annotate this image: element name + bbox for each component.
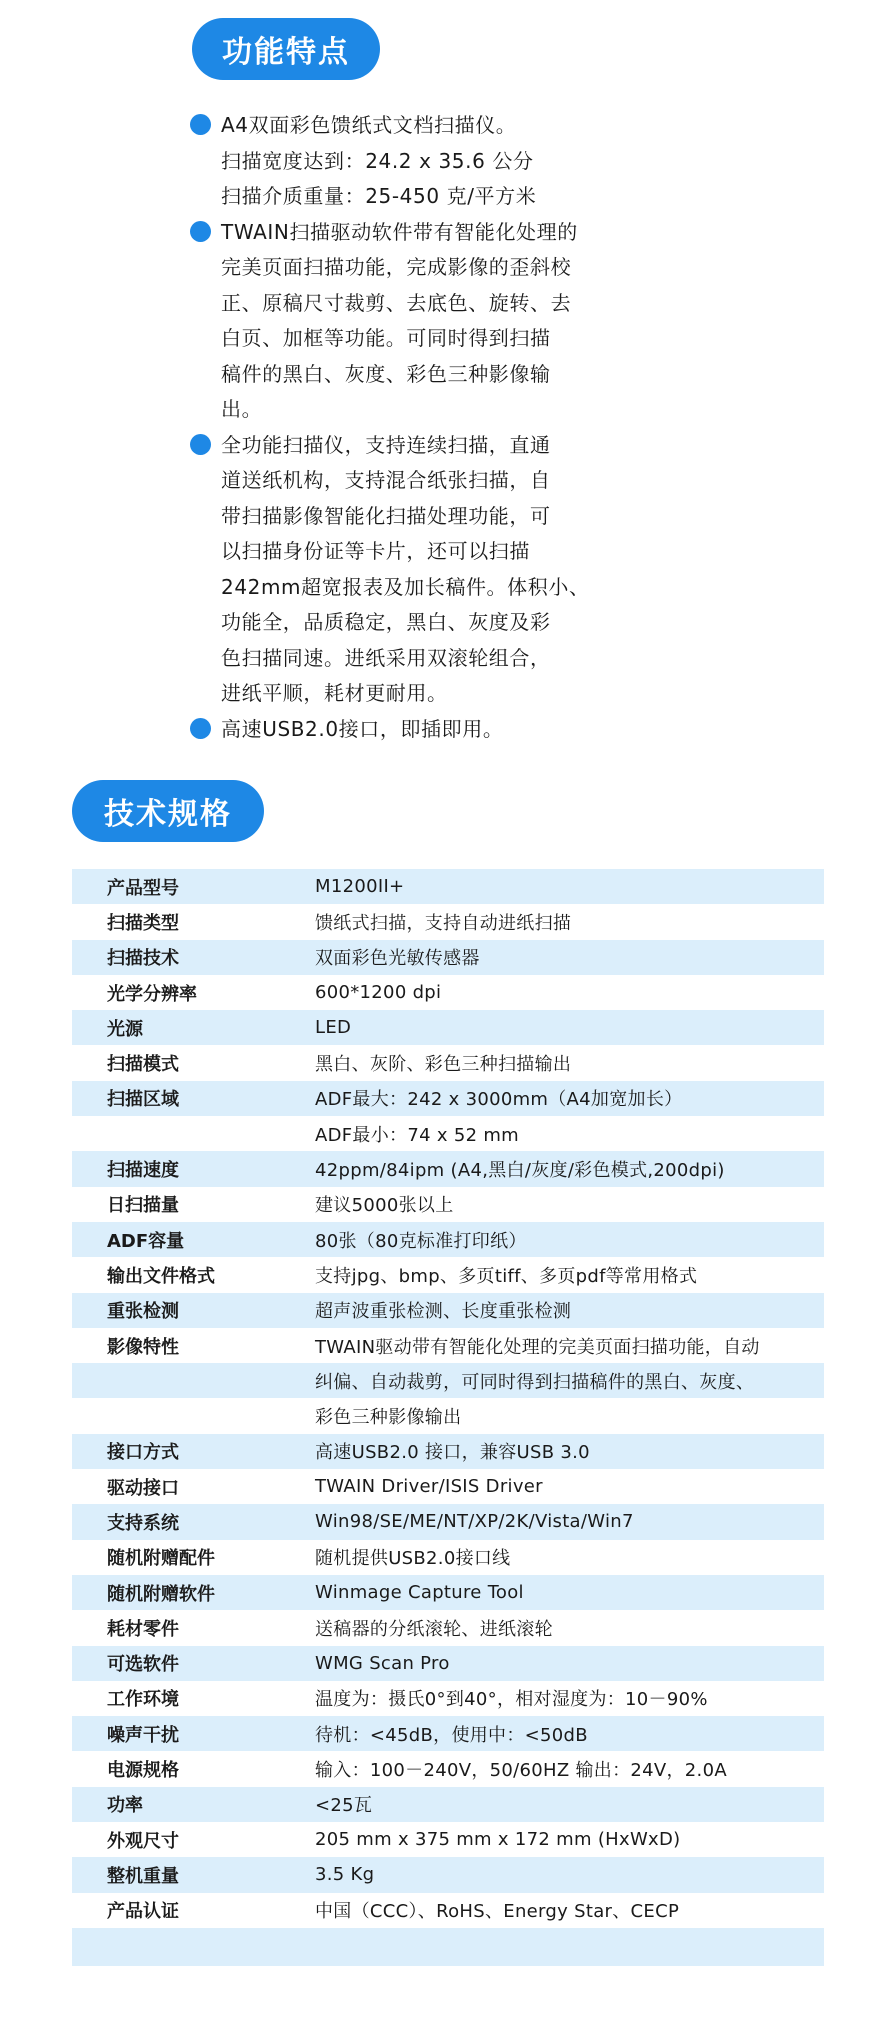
spec-row — [72, 1540, 824, 1575]
spec-label: ADF容量 — [72, 1222, 315, 1257]
bullet-dot-icon — [190, 434, 211, 455]
spec-label: 可选软件 — [72, 1646, 315, 1681]
feature-text-line: 稿件的黑白、灰度、彩色三种影像输 — [221, 361, 551, 386]
spec-row — [72, 1045, 824, 1080]
spec-value: 温度为：摄氏0°到40°，相对湿度为：10－90% — [315, 1689, 708, 1711]
feature-item — [190, 428, 630, 712]
feature-text-line: 242mm超宽报表及加长稿件。体积小、 — [221, 574, 590, 599]
feature-text-line: 扫描宽度达到：24.2 x 35.6 公分 — [221, 148, 534, 173]
spec-row — [72, 1222, 824, 1257]
spec-row-spacer — [72, 1928, 824, 1966]
spec-value: ADF最大：242 x 3000mm（A4加宽加长） — [315, 1081, 824, 1116]
spec-value: 600*1200 dpi — [315, 982, 442, 1004]
spec-label: 电源规格 — [107, 1760, 179, 1782]
feature-item — [190, 712, 630, 748]
bullet-dot-icon — [190, 114, 211, 135]
spec-value: LED — [315, 1010, 824, 1045]
feature-text-line: 白页、加框等功能。可同时得到扫描 — [221, 326, 551, 350]
spec-row — [72, 1681, 824, 1716]
spec-row — [72, 1610, 824, 1645]
spec-row — [72, 1751, 824, 1786]
spec-label: 扫描速度 — [72, 1151, 315, 1186]
spec-row — [72, 1469, 824, 1504]
spec-label: 扫描技术 — [72, 940, 315, 975]
spec-label: 噪声干扰 — [72, 1716, 315, 1751]
specs-heading-text: 技术规格 — [104, 798, 232, 831]
bullet-dot-icon — [190, 221, 211, 242]
spec-value: 馈纸式扫描，支持自动进纸扫描 — [315, 912, 572, 934]
spec-value: 42ppm/84ipm (A4,黑白/灰度/彩色模式,200dpi) — [315, 1151, 824, 1186]
spec-value: 纠偏、自动裁剪，可同时得到扫描稿件的黑白、灰度、 — [315, 1363, 824, 1398]
feature-text-line: 扫描介质重量：25-450 克/平方米 — [221, 184, 537, 208]
spec-label — [72, 1363, 315, 1398]
spec-row — [72, 1646, 824, 1681]
spec-row — [72, 1151, 824, 1186]
feature-text-line: A4双面彩色馈纸式文档扫描仪。 — [221, 113, 517, 137]
spec-label: 功率 — [72, 1787, 315, 1822]
spec-value: Winmage Capture Tool — [315, 1575, 824, 1610]
feature-text-line: 以扫描身份证等卡片，还可以扫描 — [221, 539, 530, 563]
spec-label: 支持系统 — [72, 1504, 315, 1539]
spec-label — [72, 1116, 315, 1151]
spec-value: 待机：<45dB，使用中：<50dB — [315, 1716, 824, 1751]
spec-value: 超声波重张检测、长度重张检测 — [315, 1293, 824, 1328]
spec-value: 黑白、灰阶、彩色三种扫描输出 — [315, 1054, 572, 1076]
spec-row — [72, 1787, 824, 1822]
feature-text-line: 全功能扫描仪，支持连续扫描，直通 — [221, 432, 551, 457]
spec-value: ADF最小：74 x 52 mm — [315, 1124, 520, 1146]
spec-label: 接口方式 — [72, 1434, 315, 1469]
feature-text-line: 带扫描影像智能化扫描处理功能，可 — [221, 503, 551, 528]
feature-text-line: TWAIN扫描驱动软件带有智能化处理的 — [221, 219, 578, 244]
feature-text-line: 色扫描同速。进纸采用双滚轮组合， — [221, 645, 551, 670]
spec-row — [72, 975, 824, 1010]
feature-text-line: 完美页面扫描功能，完成影像的歪斜校 — [221, 255, 572, 279]
spec-value: TWAIN Driver/ISIS Driver — [315, 1476, 543, 1498]
spec-label: 整机重量 — [72, 1857, 315, 1892]
spec-row — [72, 1081, 824, 1116]
spec-label: 扫描模式 — [107, 1054, 179, 1076]
spec-label: 产品型号 — [72, 869, 315, 904]
spec-row — [72, 1116, 824, 1151]
spec-label: 驱动接口 — [107, 1477, 179, 1499]
spec-value: M1200II+ — [315, 869, 824, 904]
spec-value: 高速USB2.0 接口，兼容USB 3.0 — [315, 1434, 824, 1469]
spec-row — [72, 869, 824, 904]
spec-label: 外观尺寸 — [107, 1830, 179, 1852]
spec-row — [72, 940, 824, 975]
spec-row — [72, 1716, 824, 1751]
spec-label: 日扫描量 — [107, 1195, 179, 1217]
spec-label: 工作环境 — [107, 1689, 179, 1711]
spec-row — [72, 1504, 824, 1539]
feature-text-line: 进纸平顺，耗材更耐用。 — [221, 681, 448, 705]
spec-label — [72, 1398, 315, 1433]
spec-label: 扫描类型 — [107, 912, 179, 934]
feature-text-line: 高速USB2.0接口，即插即用。 — [221, 716, 504, 741]
spec-label: 耗材零件 — [107, 1618, 179, 1640]
features-heading — [192, 18, 380, 80]
spec-row — [72, 1328, 824, 1363]
spec-value: 建议5000张以上 — [315, 1195, 454, 1217]
spec-value: 80张（80克标准打印纸） — [315, 1222, 824, 1257]
spec-row — [72, 1398, 824, 1433]
spec-value: 送稿器的分纸滚轮、进纸滚轮 — [315, 1618, 553, 1640]
feature-item — [190, 215, 630, 428]
spec-label: 光学分辨率 — [107, 983, 197, 1005]
spec-row — [72, 1575, 824, 1610]
spec-label: 扫描区域 — [72, 1081, 315, 1116]
spec-value: Win98/SE/ME/NT/XP/2K/Vista/Win7 — [315, 1504, 824, 1539]
feature-item — [190, 108, 630, 215]
spec-value: <25瓦 — [315, 1787, 824, 1822]
spec-value: WMG Scan Pro — [315, 1646, 824, 1681]
spec-row — [72, 1434, 824, 1469]
spec-row — [72, 1010, 824, 1045]
spec-value: 随机提供USB2.0接口线 — [315, 1548, 511, 1570]
spec-value: TWAIN驱动带有智能化处理的完美页面扫描功能，自动 — [315, 1336, 760, 1358]
specs-heading — [72, 780, 264, 842]
features-list — [190, 108, 630, 747]
spec-row — [72, 1257, 824, 1292]
feature-text-line: 出。 — [221, 397, 263, 421]
spec-row — [72, 1893, 824, 1928]
spec-value: 双面彩色光敏传感器 — [315, 940, 824, 975]
spec-label: 影像特性 — [107, 1336, 179, 1358]
spec-label: 光源 — [72, 1010, 315, 1045]
spec-value: 205 mm x 375 mm x 172 mm (HxWxD) — [315, 1829, 681, 1851]
specs-table — [72, 869, 824, 1966]
feature-text-line: 正、原稿尺寸裁剪、去底色、旋转、去 — [221, 290, 572, 315]
features-heading-text: 功能特点 — [222, 36, 350, 69]
spec-label: 重张检测 — [72, 1293, 315, 1328]
spec-label: 输出文件格式 — [107, 1265, 215, 1287]
spec-value: 中国（CCC）、RoHS、Energy Star、CECP — [315, 1901, 680, 1923]
spec-label: 产品认证 — [107, 1901, 179, 1923]
spec-value: 彩色三种影像输出 — [315, 1407, 462, 1429]
spec-row — [72, 1363, 824, 1398]
spec-row — [72, 1293, 824, 1328]
spec-label: 随机附赠配件 — [107, 1548, 215, 1570]
spec-row — [72, 1822, 824, 1857]
spec-row — [72, 904, 824, 939]
spec-row — [72, 1187, 824, 1222]
spec-label: 随机附赠软件 — [72, 1575, 315, 1610]
spec-row — [72, 1857, 824, 1892]
feature-text-line: 道送纸机构，支持混合纸张扫描，自 — [221, 468, 551, 492]
spec-value: 3.5 Kg — [315, 1857, 824, 1892]
feature-text-line: 功能全，品质稳定，黑白、灰度及彩 — [221, 610, 551, 634]
bullet-dot-icon — [190, 718, 211, 739]
spec-value: 输入：100－240V，50/60HZ 输出：24V，2.0A — [315, 1760, 727, 1782]
spec-value: 支持jpg、bmp、多页tiff、多页pdf等常用格式 — [315, 1265, 698, 1287]
